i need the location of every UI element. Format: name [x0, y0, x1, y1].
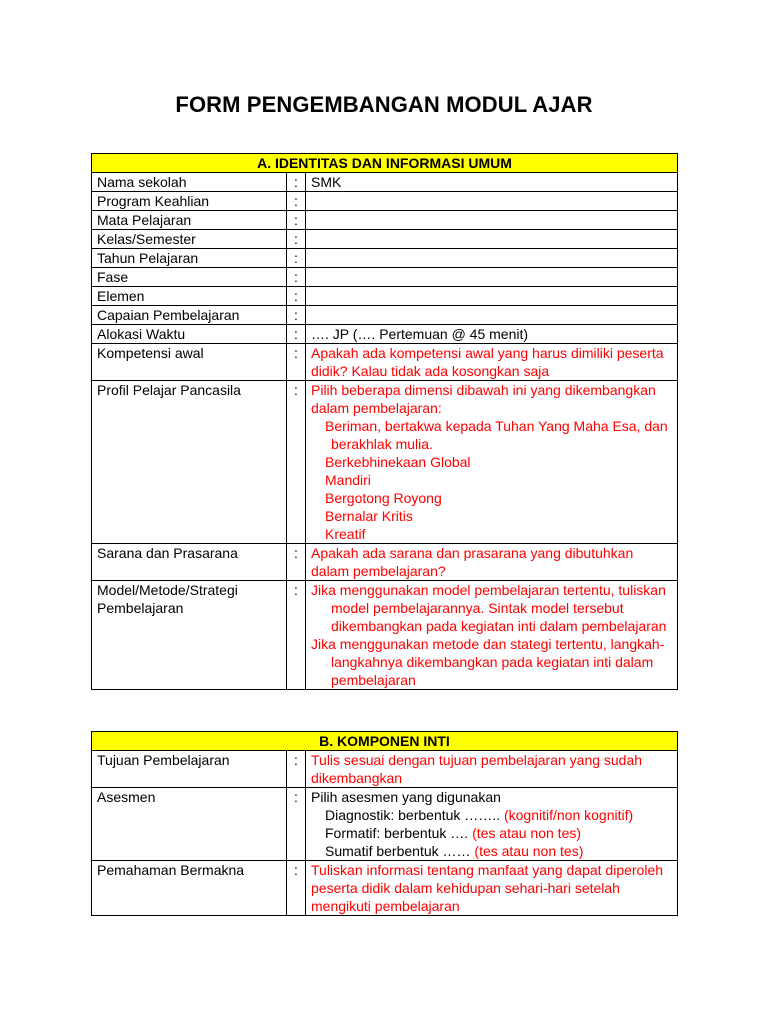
- row-label: Sarana dan Prasarana: [92, 544, 287, 581]
- colon: :: [287, 287, 306, 306]
- paragraph: Jika menggunakan metode dan stategi tertentu, langkah-langkahnya dikembangkan pada kegiatan inti dalam pembelajaran: [311, 636, 665, 688]
- alokasi-waktu-value: …. JP (…. Pertemuan @ 45 menit): [306, 325, 678, 344]
- table-row: [92, 268, 678, 287]
- sarana-prasarana-value: Apakah ada sarana dan prasarana yang dibutuhkan dalam pembelajaran?: [306, 544, 678, 581]
- row-label: Profil Pelajar Pancasila: [92, 381, 287, 544]
- table-row: [92, 306, 678, 325]
- identity-table: [91, 153, 678, 690]
- profil-pelajar-value: [306, 381, 678, 544]
- colon: :: [287, 306, 306, 325]
- row-label: Tahun Pelajaran: [92, 249, 287, 268]
- list-item: Formatif: berbentuk …. (tes atau non tes): [325, 825, 582, 841]
- table-row: [92, 861, 678, 916]
- row-label: Alokasi Waktu: [92, 325, 287, 344]
- asesmen-intro: Pilih asesmen yang digunakan: [311, 789, 501, 805]
- page-title: FORM PENGEMBANGAN MODUL AJAR: [175, 92, 593, 117]
- profil-intro: Pilih beberapa dimensi dibawah ini yang dikembangkan dalam pembelajaran:: [311, 382, 656, 416]
- colon: :: [287, 788, 306, 861]
- colon: :: [287, 230, 306, 249]
- list-item: Bergotong Royong: [325, 490, 442, 506]
- row-label: Fase: [92, 268, 287, 287]
- kelas-semester-value: [306, 230, 678, 249]
- colon: :: [287, 344, 306, 381]
- list-item: Beriman, bertakwa kepada Tuhan Yang Maha Esa, dan berakhlak mulia.: [325, 418, 668, 452]
- list-item: Bernalar Kritis: [325, 508, 413, 524]
- elemen-value: [306, 287, 678, 306]
- colon: :: [287, 861, 306, 916]
- table-row: [92, 287, 678, 306]
- row-label: Tujuan Pembelajaran: [92, 751, 287, 788]
- table-row: [92, 249, 678, 268]
- colon: :: [287, 325, 306, 344]
- colon: :: [287, 581, 306, 690]
- paragraph: Jika menggunakan model pembelajaran tertentu, tuliskan model pembelajarannya. Sintak model tersebut dikembangkan pada kegiatan inti dalam pembelajaran: [311, 582, 667, 634]
- row-label: Kelas/Semester: [92, 230, 287, 249]
- program-keahlian-value: [306, 192, 678, 211]
- row-label: Elemen: [92, 287, 287, 306]
- table-row: [92, 192, 678, 211]
- list-item: Berkebhinekaan Global: [325, 454, 471, 470]
- nama-sekolah-value: SMK: [306, 173, 678, 192]
- model-metode-value: [306, 581, 678, 690]
- table-row: [92, 788, 678, 861]
- row-label: Mata Pelajaran: [92, 211, 287, 230]
- table-row: [92, 230, 678, 249]
- row-label: Pemahaman Bermakna: [92, 861, 287, 916]
- fase-value: [306, 268, 678, 287]
- table-row: [92, 381, 678, 544]
- colon: :: [287, 211, 306, 230]
- row-label: Asesmen: [92, 788, 287, 861]
- table-row: [92, 211, 678, 230]
- list-item: Mandiri: [325, 472, 371, 488]
- tujuan-value: Tulis sesuai dengan tujuan pembelajaran yang sudah dikembangkan: [306, 751, 678, 788]
- row-label: Program Keahlian: [92, 192, 287, 211]
- colon: :: [287, 381, 306, 544]
- colon: :: [287, 268, 306, 287]
- list-item: Kreatif: [325, 526, 366, 542]
- table-row: [92, 325, 678, 344]
- table-row: [92, 581, 678, 690]
- kompetensi-awal-value: Apakah ada kompetensi awal yang harus dimiliki peserta didik? Kalau tidak ada kosongkan saja: [306, 344, 678, 381]
- asesmen-value: [306, 788, 678, 861]
- pemahaman-value: Tuliskan informasi tentang manfaat yang dapat diperoleh peserta didik dalam kehidupan sehari-hari setelah mengikuti pembelajaran: [306, 861, 678, 916]
- table-row: [92, 344, 678, 381]
- tahun-pelajaran-value: [306, 249, 678, 268]
- row-label: Kompetensi awal: [92, 344, 287, 381]
- capaian-pembelajaran-value: [306, 306, 678, 325]
- colon: :: [287, 249, 306, 268]
- section-b-header: B. KOMPONEN INTI: [92, 732, 678, 751]
- row-label: Capaian Pembelajaran: [92, 306, 287, 325]
- table-row: [92, 544, 678, 581]
- row-label: Model/Metode/Strategi Pembelajaran: [92, 581, 287, 690]
- colon: :: [287, 544, 306, 581]
- mata-pelajaran-value: [306, 211, 678, 230]
- table-row: [92, 751, 678, 788]
- colon: :: [287, 192, 306, 211]
- colon: :: [287, 173, 306, 192]
- list-item: Sumatif berbentuk …… (tes atau non tes): [325, 843, 584, 859]
- core-component-table: [91, 731, 678, 916]
- list-item: Diagnostik: berbentuk …….. (kognitif/non kognitif): [325, 807, 634, 823]
- table-row: [92, 173, 678, 192]
- colon: :: [287, 751, 306, 788]
- row-label: Nama sekolah: [92, 173, 287, 192]
- section-a-header: A. IDENTITAS DAN INFORMASI UMUM: [92, 154, 678, 173]
